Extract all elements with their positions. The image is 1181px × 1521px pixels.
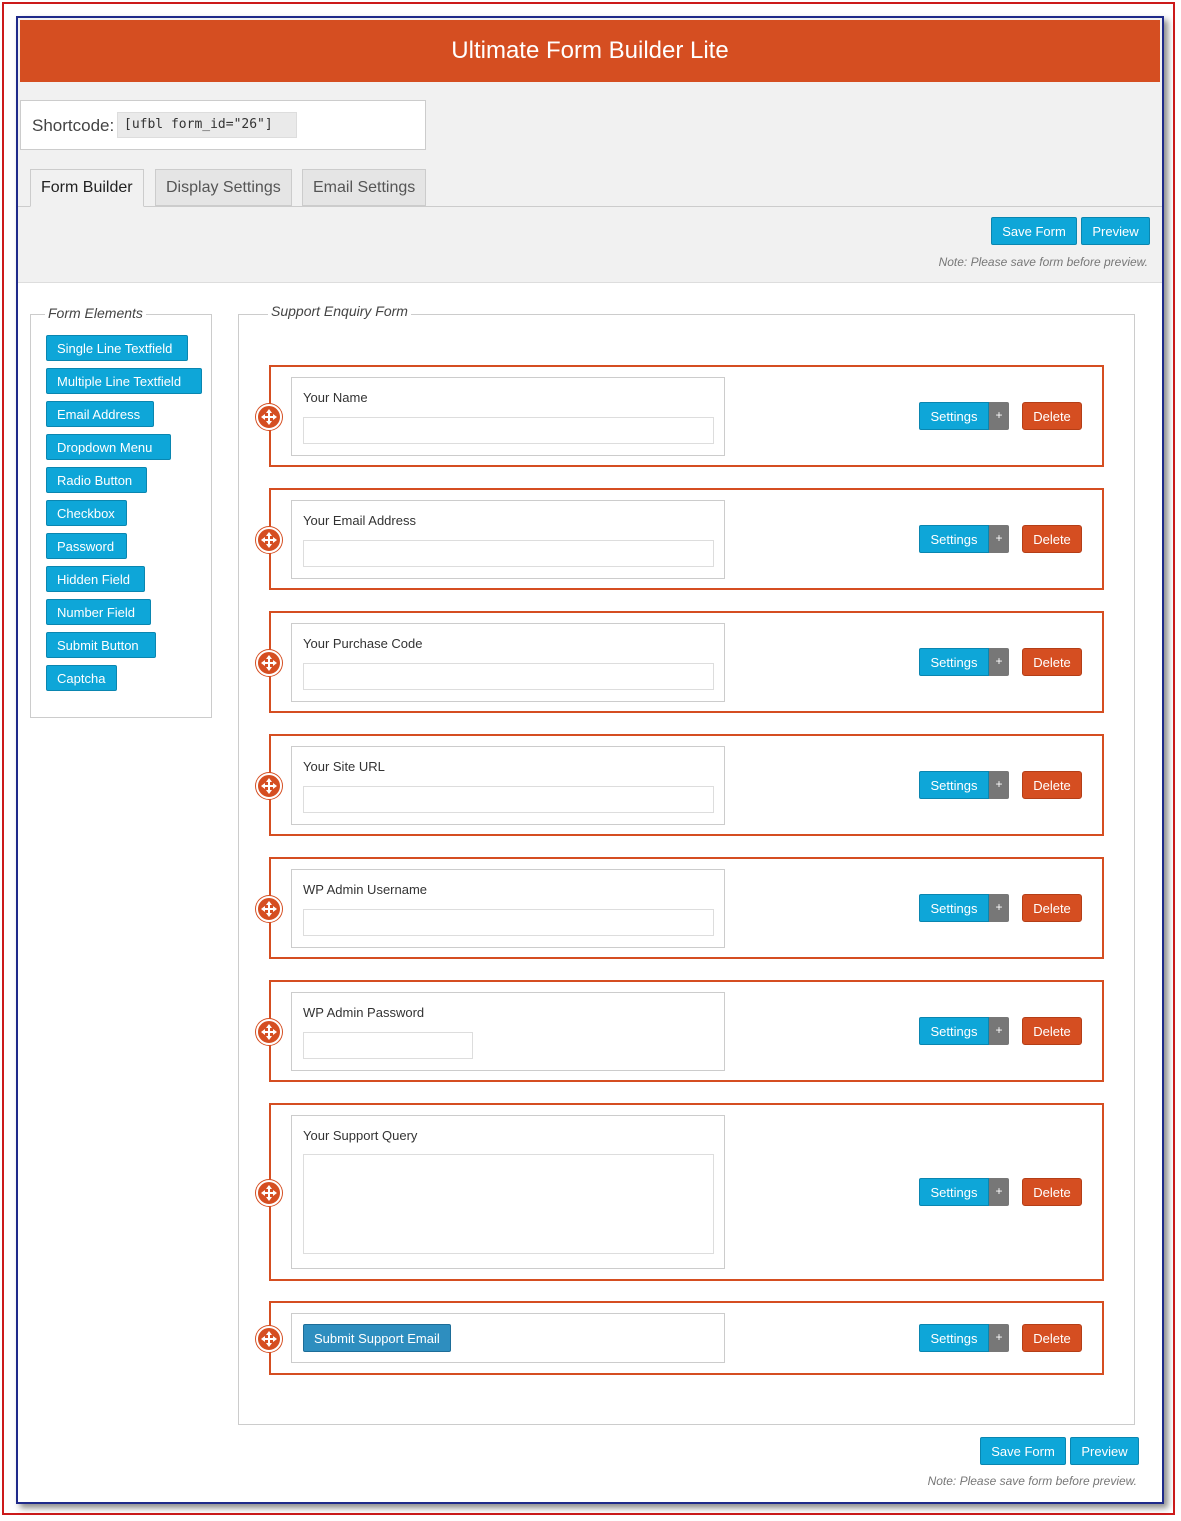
move-icon[interactable] bbox=[256, 1326, 282, 1352]
field-preview bbox=[291, 377, 725, 456]
shortcode-value[interactable]: [ufbl form_id="26"] bbox=[117, 112, 297, 138]
field-settings-button[interactable]: Settings bbox=[919, 1178, 989, 1206]
field-input[interactable] bbox=[303, 786, 714, 813]
form-element-button[interactable]: Captcha bbox=[46, 665, 117, 691]
move-icon[interactable] bbox=[256, 527, 282, 553]
form-element-button[interactable]: Hidden Field bbox=[46, 566, 145, 592]
field-delete-button[interactable]: Delete bbox=[1022, 402, 1082, 430]
form-element-button[interactable]: Password bbox=[46, 533, 127, 559]
field-label: Your Site URL bbox=[303, 759, 385, 774]
field-label: Your Purchase Code bbox=[303, 636, 423, 651]
form-element-button[interactable]: Email Address bbox=[46, 401, 154, 427]
form-element-button[interactable]: Checkbox bbox=[46, 500, 127, 526]
move-icon[interactable] bbox=[256, 1019, 282, 1045]
form-field-row[interactable] bbox=[269, 1301, 1104, 1375]
app-window bbox=[16, 16, 1164, 1504]
form-field-row[interactable] bbox=[269, 1103, 1104, 1281]
preview-button-bottom[interactable]: Preview bbox=[1070, 1437, 1139, 1465]
field-preview bbox=[291, 1313, 725, 1363]
field-preview bbox=[291, 623, 725, 702]
field-delete-button[interactable]: Delete bbox=[1022, 771, 1082, 799]
field-delete-button[interactable]: Delete bbox=[1022, 1017, 1082, 1045]
builder-panel bbox=[18, 282, 1162, 1504]
field-preview bbox=[291, 500, 725, 579]
submit-preview-button: Submit Support Email bbox=[303, 1324, 451, 1352]
field-settings-expand-button[interactable]: + bbox=[989, 1178, 1009, 1206]
form-element-button[interactable]: Dropdown Menu bbox=[46, 434, 171, 460]
field-delete-button[interactable]: Delete bbox=[1022, 894, 1082, 922]
tab-email-settings[interactable]: Email Settings bbox=[302, 169, 426, 206]
form-elements-legend: Form Elements bbox=[45, 305, 146, 321]
form-field-row[interactable] bbox=[269, 611, 1104, 713]
field-input[interactable] bbox=[303, 909, 714, 936]
tab-form-builder[interactable]: Form Builder bbox=[30, 169, 144, 207]
field-textarea[interactable] bbox=[303, 1154, 714, 1254]
field-input[interactable] bbox=[303, 417, 714, 444]
field-settings-expand-button[interactable]: + bbox=[989, 771, 1009, 799]
field-settings-expand-button[interactable]: + bbox=[989, 525, 1009, 553]
save-note-bottom: Note: Please save form before preview. bbox=[927, 1474, 1137, 1488]
form-field-row[interactable] bbox=[269, 365, 1104, 467]
save-form-button-bottom[interactable]: Save Form bbox=[980, 1437, 1066, 1465]
field-settings-expand-button[interactable]: + bbox=[989, 402, 1009, 430]
form-legend: Support Enquiry Form bbox=[268, 303, 411, 319]
field-delete-button[interactable]: Delete bbox=[1022, 648, 1082, 676]
form-element-button[interactable]: Submit Button bbox=[46, 632, 156, 658]
field-settings-button[interactable]: Settings bbox=[919, 525, 989, 553]
form-field-row[interactable] bbox=[269, 857, 1104, 959]
shortcode-box bbox=[20, 100, 426, 150]
move-icon[interactable] bbox=[256, 773, 282, 799]
tab-display-settings[interactable]: Display Settings bbox=[155, 169, 292, 206]
field-input[interactable] bbox=[303, 663, 714, 690]
field-preview bbox=[291, 746, 725, 825]
form-element-button[interactable]: Single Line Textfield bbox=[46, 335, 188, 361]
move-icon[interactable] bbox=[256, 404, 282, 430]
form-field-row[interactable] bbox=[269, 488, 1104, 590]
field-label: Your Email Address bbox=[303, 513, 416, 528]
field-label: Your Support Query bbox=[303, 1128, 418, 1143]
field-label: Your Name bbox=[303, 390, 368, 405]
form-field-row[interactable] bbox=[269, 734, 1104, 836]
field-settings-expand-button[interactable]: + bbox=[989, 894, 1009, 922]
save-note-top: Note: Please save form before preview. bbox=[938, 255, 1148, 269]
field-settings-button[interactable]: Settings bbox=[919, 771, 989, 799]
save-form-button-top[interactable]: Save Form bbox=[991, 217, 1077, 245]
field-delete-button[interactable]: Delete bbox=[1022, 1178, 1082, 1206]
move-icon[interactable] bbox=[256, 1180, 282, 1206]
app-header: Ultimate Form Builder Lite bbox=[20, 20, 1160, 82]
field-preview bbox=[291, 992, 725, 1071]
field-settings-button[interactable]: Settings bbox=[919, 1324, 989, 1352]
field-settings-button[interactable]: Settings bbox=[919, 1017, 989, 1045]
field-settings-expand-button[interactable]: + bbox=[989, 1017, 1009, 1045]
field-delete-button[interactable]: Delete bbox=[1022, 525, 1082, 553]
field-delete-button[interactable]: Delete bbox=[1022, 1324, 1082, 1352]
form-element-button[interactable]: Radio Button bbox=[46, 467, 147, 493]
move-icon[interactable] bbox=[256, 896, 282, 922]
tabs-divider bbox=[18, 206, 1162, 207]
form-field-row[interactable] bbox=[269, 980, 1104, 1082]
field-preview bbox=[291, 1115, 725, 1269]
field-label: WP Admin Password bbox=[303, 1005, 425, 1020]
field-settings-expand-button[interactable]: + bbox=[989, 1324, 1009, 1352]
field-settings-button[interactable]: Settings bbox=[919, 402, 989, 430]
field-settings-button[interactable]: Settings bbox=[919, 894, 989, 922]
field-input[interactable] bbox=[303, 540, 714, 567]
field-input[interactable] bbox=[303, 1032, 473, 1059]
move-icon[interactable] bbox=[256, 650, 282, 676]
shortcode-label: Shortcode: bbox=[32, 116, 115, 135]
form-element-button[interactable]: Number Field bbox=[46, 599, 151, 625]
field-preview bbox=[291, 869, 725, 948]
preview-button-top[interactable]: Preview bbox=[1081, 217, 1150, 245]
field-settings-expand-button[interactable]: + bbox=[989, 648, 1009, 676]
field-settings-button[interactable]: Settings bbox=[919, 648, 989, 676]
form-element-button[interactable]: Multiple Line Textfield bbox=[46, 368, 202, 394]
field-label: WP Admin Username bbox=[303, 882, 428, 897]
